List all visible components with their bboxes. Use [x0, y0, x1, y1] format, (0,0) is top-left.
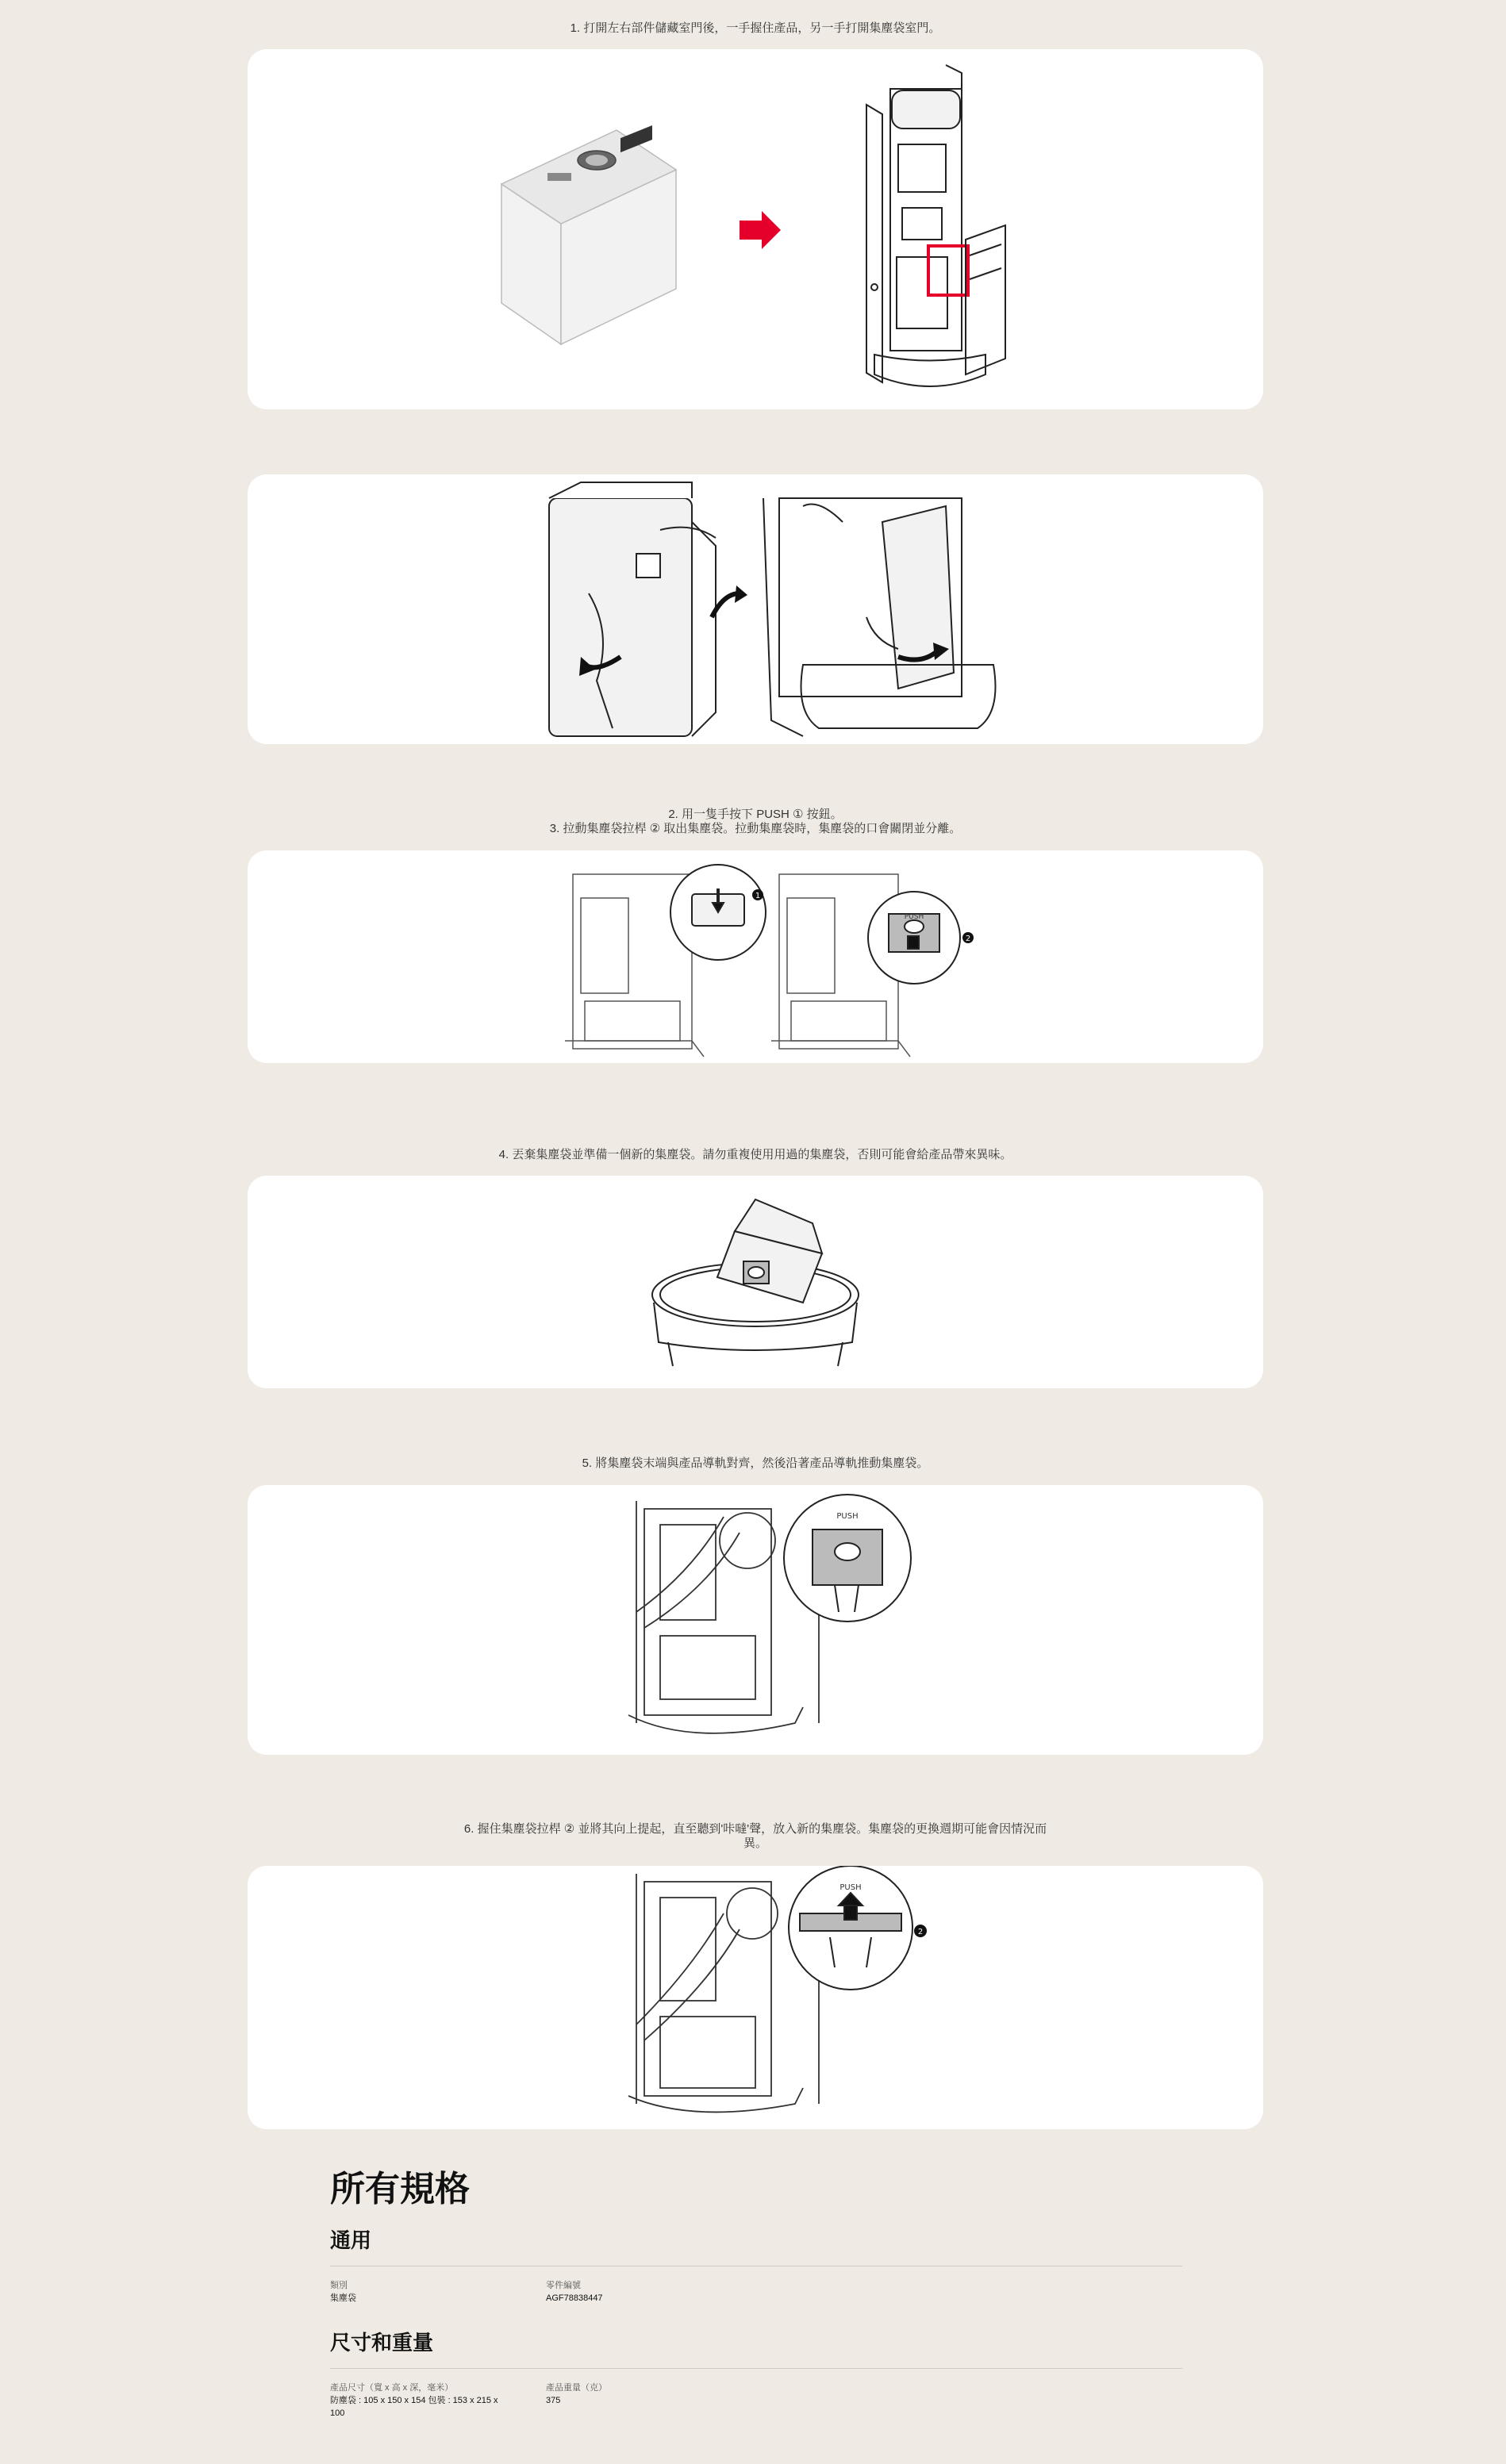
- lever-detail-circle: [868, 892, 960, 984]
- specs-general-row: [330, 2279, 1182, 2305]
- badge-2-icon: 2: [965, 935, 971, 943]
- spec-part-number-label: 零件編號: [546, 2281, 581, 2290]
- arrow-right-icon: [740, 211, 781, 249]
- used-dust-bag-illustration: [717, 1199, 822, 1303]
- step-5-illustration: [248, 1485, 1263, 1755]
- dust-bag-illustration: [501, 125, 676, 344]
- spec-size-value: 防塵袋 : 105 x 150 x 154 包裝 : 153 x 215 x: [330, 2396, 498, 2405]
- specs-dimensions-row: [330, 2381, 1182, 2420]
- step-1-open-door-illustration: [248, 474, 1263, 744]
- step-6-illustration-card: [248, 1866, 1263, 2129]
- spec-weight-label: 產品重量（克）: [546, 2383, 607, 2393]
- badge-2-icon: 2: [917, 1928, 924, 1936]
- spec-size: [330, 2381, 546, 2420]
- step-5-illustration-card: [248, 1485, 1263, 1755]
- push-label: PUSH: [839, 1883, 862, 1892]
- push-label: PUSH: [904, 913, 924, 921]
- spec-part-number: [546, 2279, 762, 2305]
- step-4-caption: 4. 丟棄集塵袋並準備一個新的集塵袋。請勿重複使用用過的集塵袋，否則可能會給產品帶來異味。: [498, 1148, 1012, 1161]
- specs-title: 所有規格: [330, 2170, 470, 2209]
- spec-part-number-value: AGF78838447: [546, 2293, 603, 2303]
- badge-1-icon: 1: [755, 892, 761, 900]
- step-4-illustration: [248, 1176, 1263, 1388]
- specifications-section: [330, 2166, 1182, 2420]
- step-3-caption: 3. 拉動集塵袋拉桿 ② 取出集塵袋。拉動集塵袋時，集塵袋的口會關閉並分離。: [549, 822, 962, 835]
- step-5-caption: 5. 將集塵袋末端與產品導軌對齊，然後沿著產品導軌推動集塵袋。: [582, 1457, 929, 1470]
- station-illustration: [866, 65, 1005, 386]
- push-label: PUSH: [836, 1512, 859, 1521]
- step-6-illustration: [248, 1866, 1263, 2129]
- step-4-illustration-card: [248, 1176, 1263, 1388]
- step-1-illustration: [248, 49, 1263, 409]
- specs-general-heading: 通用: [330, 2228, 372, 2252]
- specs-dimensions-heading: 尺寸和重量: [330, 2331, 434, 2355]
- step-2-3-illustration: [248, 850, 1263, 1063]
- spec-weight-value: 375: [546, 2396, 561, 2405]
- spec-size-label: 產品尺寸（寬 x 高 x 深，毫米）: [330, 2383, 454, 2393]
- step-1-caption: 1. 打開左右部件儲藏室門後，一手握住產品，另一手打開集塵袋室門。: [570, 21, 941, 35]
- step-6-caption: 6. 握住集塵袋拉桿 ② 並將其向上提起，直至聽到'咔噠'聲，放入新的集塵袋。集塵袋的更換週期可能會因情況而: [463, 1822, 1047, 1836]
- spec-category-label: 類別: [330, 2281, 348, 2290]
- step-1-illustration-card: [248, 49, 1263, 409]
- spec-category: [330, 2279, 546, 2305]
- step-1-open-door-card: [248, 474, 1263, 744]
- spec-size-value-continued: 100: [330, 2408, 345, 2418]
- spec-category-value: 集塵袋: [330, 2293, 356, 2303]
- push-detail-circle: [670, 865, 766, 960]
- step-2-caption: 2. 用一隻手按下 PUSH ① 按鈕。: [668, 808, 843, 821]
- divider: [330, 2368, 1182, 2369]
- spec-weight: [546, 2381, 762, 2420]
- step-2-3-illustration-card: [248, 850, 1263, 1063]
- step-6-caption-continued: 異。: [743, 1836, 767, 1850]
